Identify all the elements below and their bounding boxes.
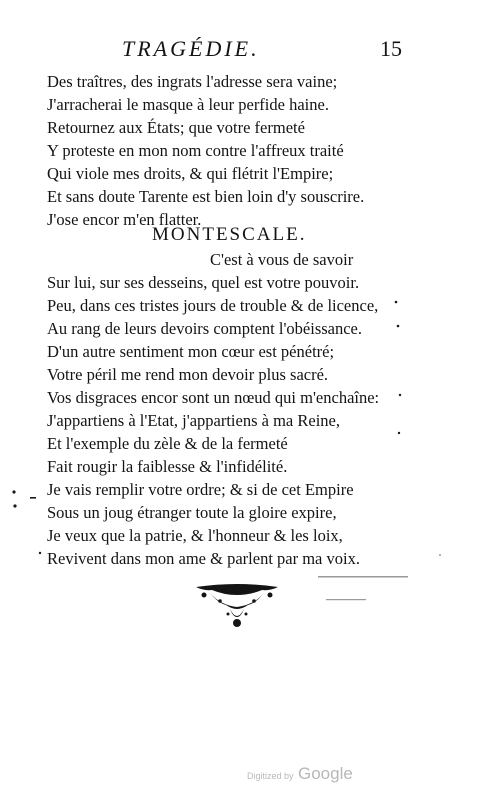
verse-line: J'ose encor m'en flatter. <box>47 210 202 229</box>
watermark-prefix: Digitized by <box>247 771 294 781</box>
verse-line: Y proteste en mon nom contre l'affreux traité <box>47 141 344 160</box>
verse-line: Je veux que la patrie, & l'honneur & les loix, <box>47 526 343 545</box>
running-title: TRAGÉDIE. <box>122 36 260 61</box>
verse-line: Sous un joug étranger toute la gloire expire, <box>47 503 337 522</box>
verse-line: Au rang de leurs devoirs comptent l'obéissance. <box>47 319 363 338</box>
verse-line: D'un autre sentiment mon cœur est pénétré; <box>47 342 335 361</box>
verse-line: Des traîtres, des ingrats l'adresse sera vaine; <box>47 72 338 91</box>
digitized-by-google-watermark <box>247 764 353 784</box>
verse-line: Vos disgraces encor sont un nœud qui m'enchaîne: <box>47 388 380 407</box>
verse-line: J'appartiens à l'Etat, j'appartiens à ma Reine, <box>47 411 340 430</box>
verse-line: Je vais remplir votre ordre; & si de cet Empire <box>47 480 354 499</box>
watermark-brand: Google <box>297 764 353 783</box>
verse-line: C'est à vous de savoir <box>210 250 354 269</box>
speaker-name: MONTESCALE. <box>152 224 307 245</box>
verse-line: J'arracherai le masque à leur perfide haine. <box>47 95 329 114</box>
verse-line: Et l'exemple du zèle & de la fermeté <box>47 434 288 453</box>
verse-line: Retournez aux États; que votre fermeté <box>47 118 305 137</box>
verse-line: Qui viole mes droits, & qui flétrit l'Empire; <box>47 164 334 183</box>
verse-line: Votre péril me rend mon devoir plus sacré. <box>47 365 329 384</box>
verse-line: Peu, dans ces tristes jours de trouble & de licence, <box>47 296 379 315</box>
verse-line: Revivent dans mon ame & parlent par ma voix. <box>47 549 360 568</box>
verse-line: Et sans doute Tarente est bien loin d'y souscrire. <box>47 187 365 206</box>
page-number: 15 <box>380 36 402 61</box>
verse-line: Fait rougir la faiblesse & l'infidélité. <box>47 457 288 476</box>
verse-line: Sur lui, sur ses desseins, quel est votre pouvoir. <box>47 273 360 292</box>
